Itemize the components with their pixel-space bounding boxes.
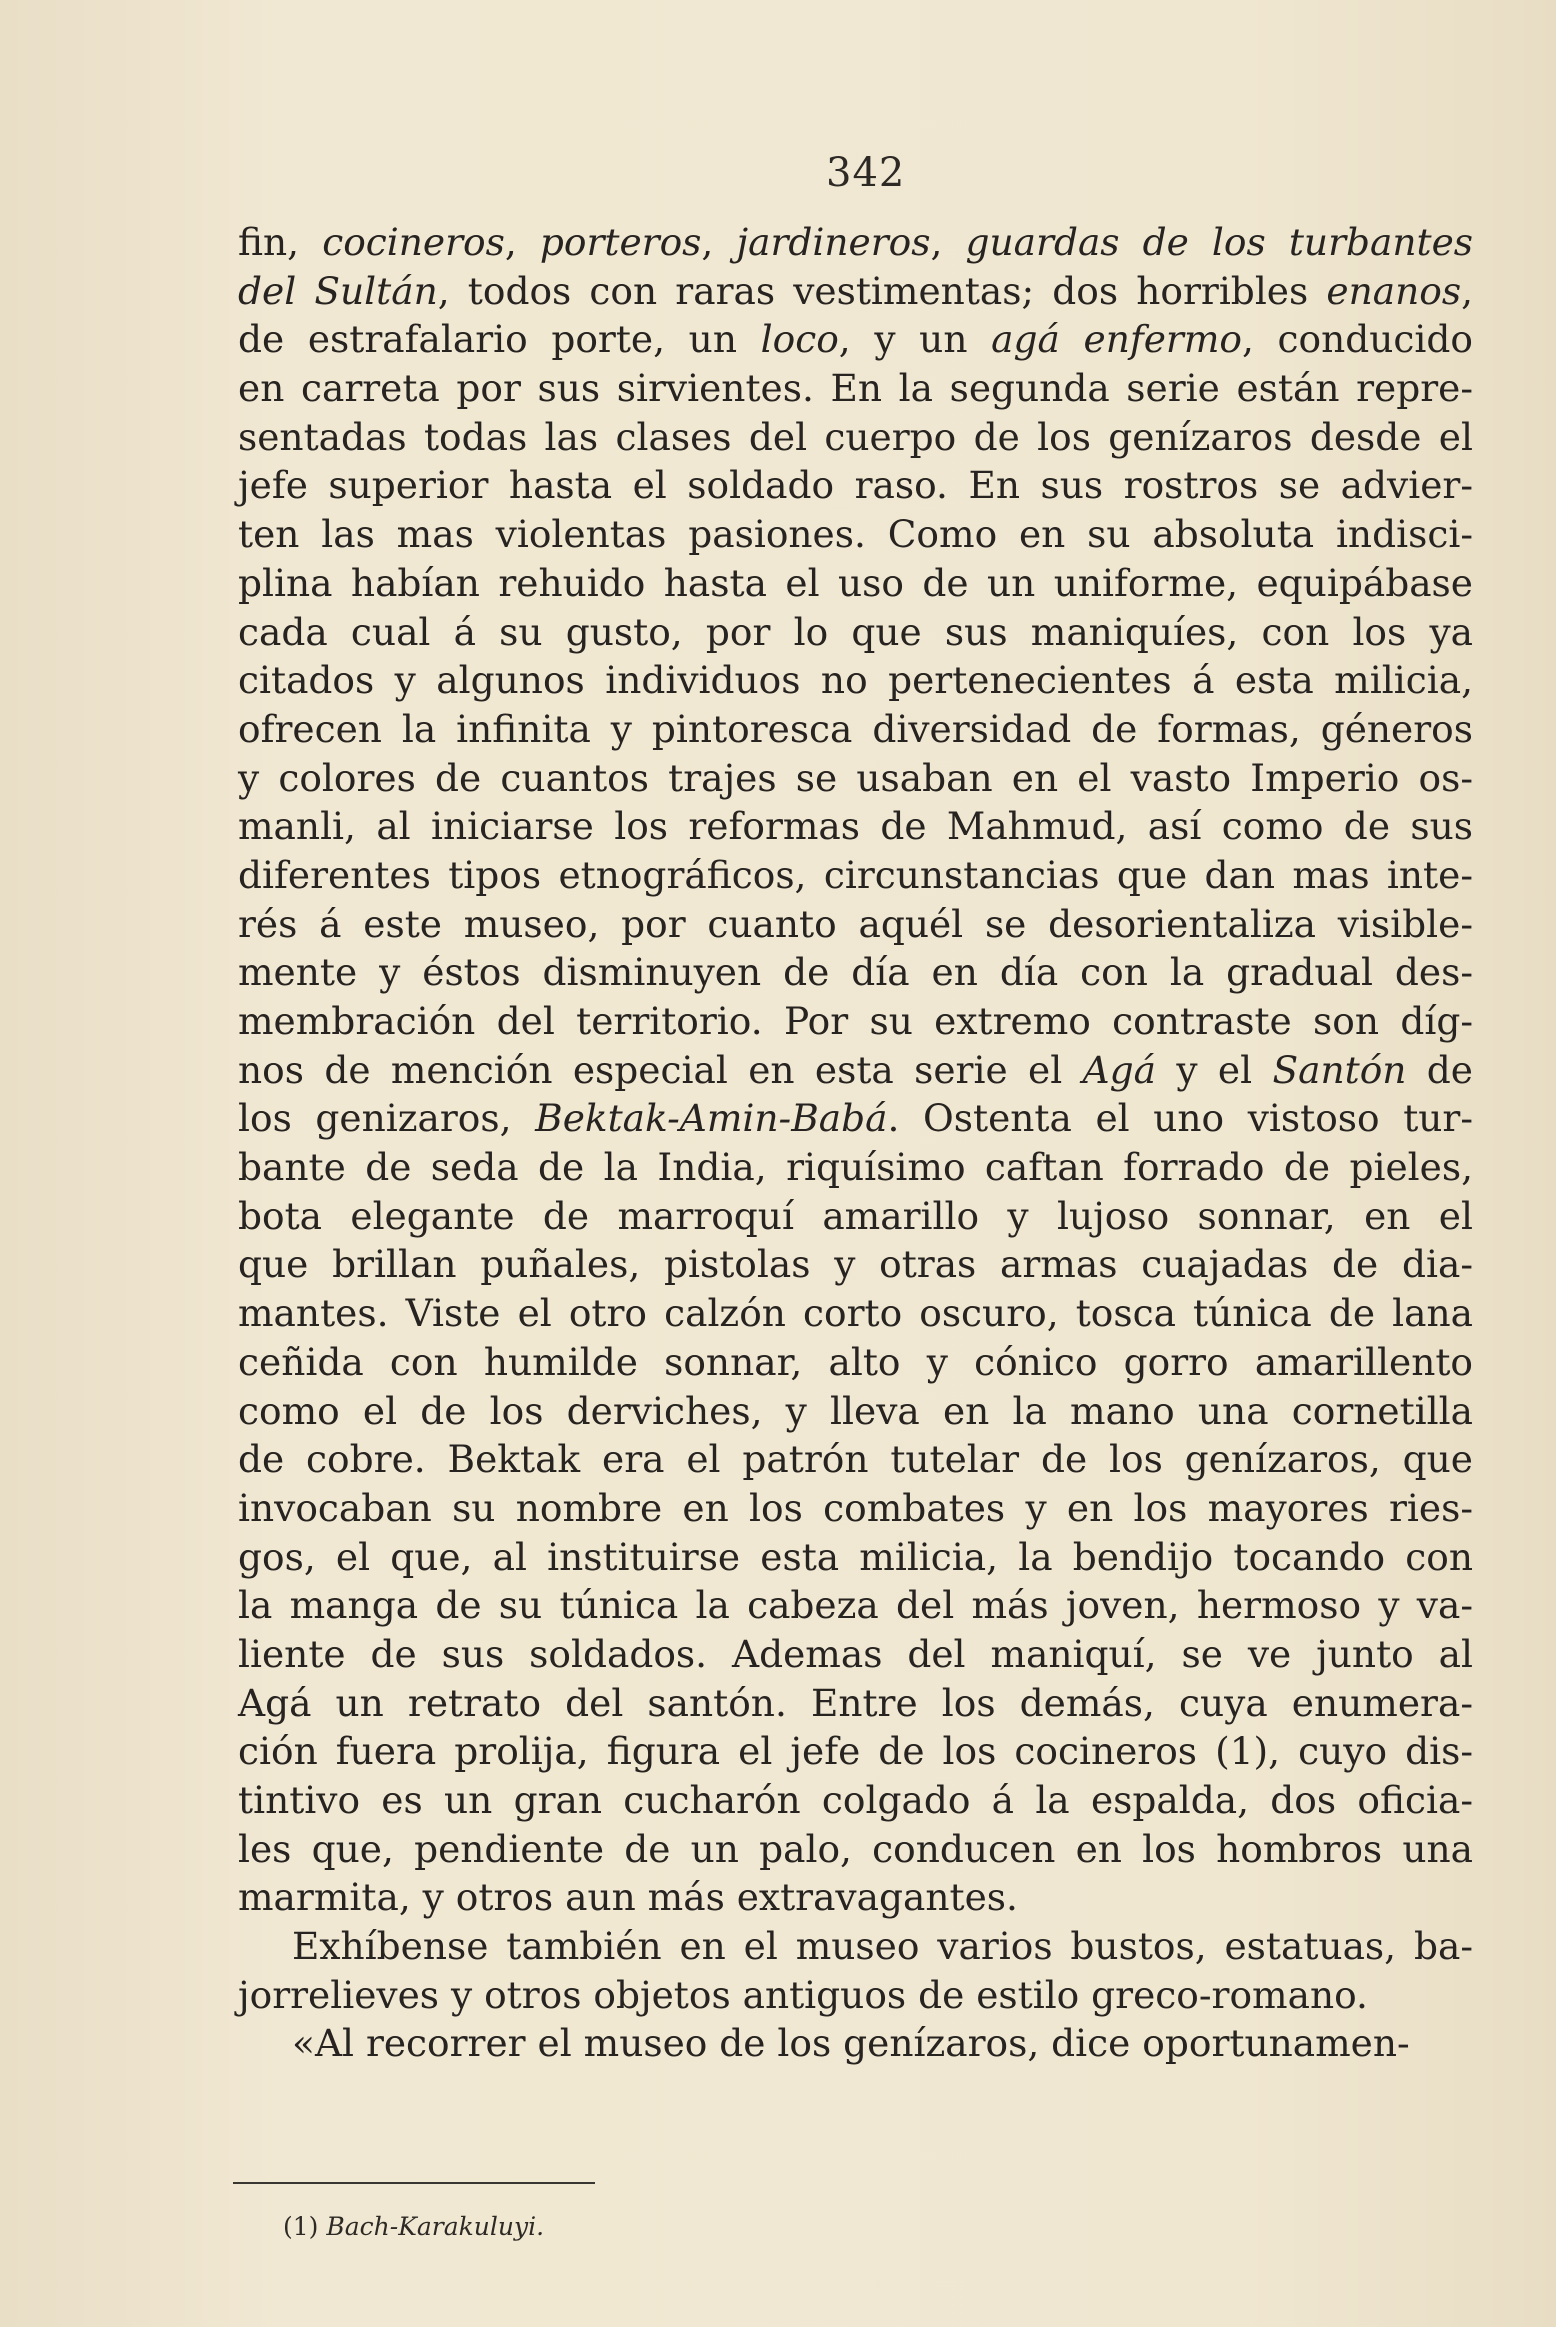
italic-segment: guardas de los turbantes [965,220,1474,264]
text-segment: y el [1156,1047,1273,1092]
text-segment: la manga de su túnica la cabeza del más joven, hermoso y va- [238,1583,1473,1628]
body-text [238,218,1473,2068]
text-line [238,997,1473,1046]
footnote-text: Bach-Karakuluyi. [326,2212,545,2241]
text-line [238,1922,1473,1971]
text-segment: de [1406,1047,1473,1092]
text-line [238,2019,1473,2068]
text-line [238,1971,1473,2020]
text-segment: como el de los derviches, y lleva en la mano una cornetilla [238,1388,1473,1433]
text-line [238,1094,1473,1143]
text-segment: Exhíbense también en el museo varios bustos, estatuas, ba- [292,1924,1473,1969]
text-line [238,218,1473,267]
text-line [238,1533,1473,1582]
text-segment: , [1461,268,1473,313]
text-segment: los genizaros, [238,1096,536,1141]
text-line [238,1192,1473,1241]
text-segment: marmita, y otros aun más extravagantes. [238,1875,1018,1920]
text-line [238,900,1473,949]
text-line [238,754,1473,803]
text-segment: ten las mas violentas pasiones. Como en su absoluta indisci- [238,512,1473,557]
text-line [238,1240,1473,1289]
text-segment: . Ostenta el uno vistoso tur- [887,1096,1474,1141]
italic-segment: enanos [1326,268,1462,313]
text-segment: manli, al iniciarse los reformas de Mahmud, así como de sus [238,804,1473,849]
italic-segment: Bektak-Amin-Babá [535,1096,888,1141]
text-segment: de estrafalario porte, un [238,317,761,362]
text-line [238,1484,1473,1533]
text-line [238,1679,1473,1728]
text-line [238,413,1473,462]
text-segment: Agá un retrato del santón. Entre los demás, cuya enumera- [238,1680,1473,1725]
text-segment: gos, el que, al instituirse esta milicia, la bendijo tocando con [238,1534,1473,1579]
text-line [238,267,1473,316]
text-line [238,315,1473,364]
text-segment: cada cual á su gusto, por lo que sus maniquíes, con los ya [238,609,1473,654]
text-segment: , todos con raras vestimentas; dos horribles [437,268,1327,313]
text-line [238,608,1473,657]
text-segment: bante de seda de la India, riquísimo caftan forrado de pieles, [238,1145,1473,1190]
text-line [238,705,1473,754]
text-line [238,559,1473,608]
italic-segment: del Sultán [238,268,438,313]
page-number: 342 [826,150,906,196]
text-line [238,1776,1473,1825]
text-line [238,802,1473,851]
text-line [238,461,1473,510]
text-segment: tintivo es un gran cucharón colgado á la espalda, dos oficia- [238,1778,1473,1822]
text-segment: plina habían rehuido hasta el uso de un uniforme, equipábase [238,560,1473,605]
text-segment: ofrecen la infinita y pintoresca diversidad de formas, géneros [238,706,1473,751]
italic-segment: loco [760,317,839,362]
text-segment: , [930,220,966,264]
text-segment: rés á este museo, por cuanto aquél se desorientaliza visible- [238,901,1473,946]
italic-segment: agá enfermo [991,317,1242,362]
text-segment: citados y algunos individuos no pertenecientes á esta milicia, [238,658,1473,703]
italic-segment: jardineros [736,220,931,264]
italic-segment: Agá [1082,1047,1156,1092]
text-line [238,1289,1473,1338]
text-line [238,1046,1473,1095]
text-segment: en carreta por sus sirvientes. En la segunda serie están repre- [238,366,1473,411]
text-segment: fin, [238,220,323,264]
footnote-rule [233,2182,595,2184]
text-segment: , y un [838,317,992,362]
text-line [238,656,1473,705]
italic-segment: Santón [1272,1047,1407,1092]
text-segment: «Al recorrer el museo de los genízaros, dice oportunamen- [292,2021,1410,2066]
text-line [238,1727,1473,1776]
footnote [283,2212,544,2241]
text-line [238,364,1473,413]
text-line [238,1873,1473,1922]
text-line [238,1435,1473,1484]
text-segment: y colores de cuantos trajes se usaban en el vasto Imperio os- [238,755,1473,800]
text-segment: nos de mención especial en esta serie el [238,1047,1083,1092]
text-line [238,1581,1473,1630]
text-segment: les que, pendiente de un palo, conducen en los hombros una [238,1826,1473,1871]
text-line [238,1387,1473,1436]
text-segment: jorrelieves y otros objetos antiguos de estilo greco-romano. [238,1972,1368,2017]
text-line [238,510,1473,559]
text-line [238,1338,1473,1387]
text-line [238,948,1473,997]
text-segment: bota elegante de marroquí amarillo y lujoso sonnar, en el [238,1193,1473,1238]
text-segment: ceñida con humilde sonnar, alto y cónico gorro amarillento [238,1339,1473,1384]
text-segment: diferentes tipos etnográficos, circunstancias que dan mas inte- [238,852,1473,897]
text-segment: mantes. Viste el otro calzón corto oscuro, tosca túnica de lana [238,1291,1473,1336]
text-segment: sentadas todas las clases del cuerpo de los genízaros desde el [238,414,1473,459]
text-segment: mente y éstos disminuyen de día en día con la gradual des- [238,950,1473,995]
italic-segment: porteros [539,220,702,264]
text-line [238,1143,1473,1192]
text-segment: de cobre. Bektak era el patrón tutelar de los genízaros, que [238,1437,1473,1482]
text-segment: , [701,220,737,264]
text-segment: que brillan puñales, pistolas y otras armas cuajadas de dia- [238,1242,1473,1287]
italic-segment: cocineros [322,220,505,264]
text-segment: invocaban su nombre en los combates y en los mayores ries- [238,1485,1473,1530]
footnote-marker: (1) [283,2212,319,2241]
text-segment: membración del territorio. Por su extremo contraste son díg- [238,999,1473,1043]
text-segment: ción fuera prolija, figura el jefe de los cocineros (1), cuyo dis- [238,1729,1473,1774]
text-line [238,1630,1473,1679]
text-line [238,851,1473,900]
text-segment: , [504,220,540,264]
text-segment: jefe superior hasta el soldado raso. En sus rostros se advier- [238,463,1473,508]
text-segment: , conducido [1241,317,1474,362]
text-segment: liente de sus soldados. Ademas del maniquí, se ve junto al [238,1631,1473,1676]
text-line [238,1825,1473,1874]
